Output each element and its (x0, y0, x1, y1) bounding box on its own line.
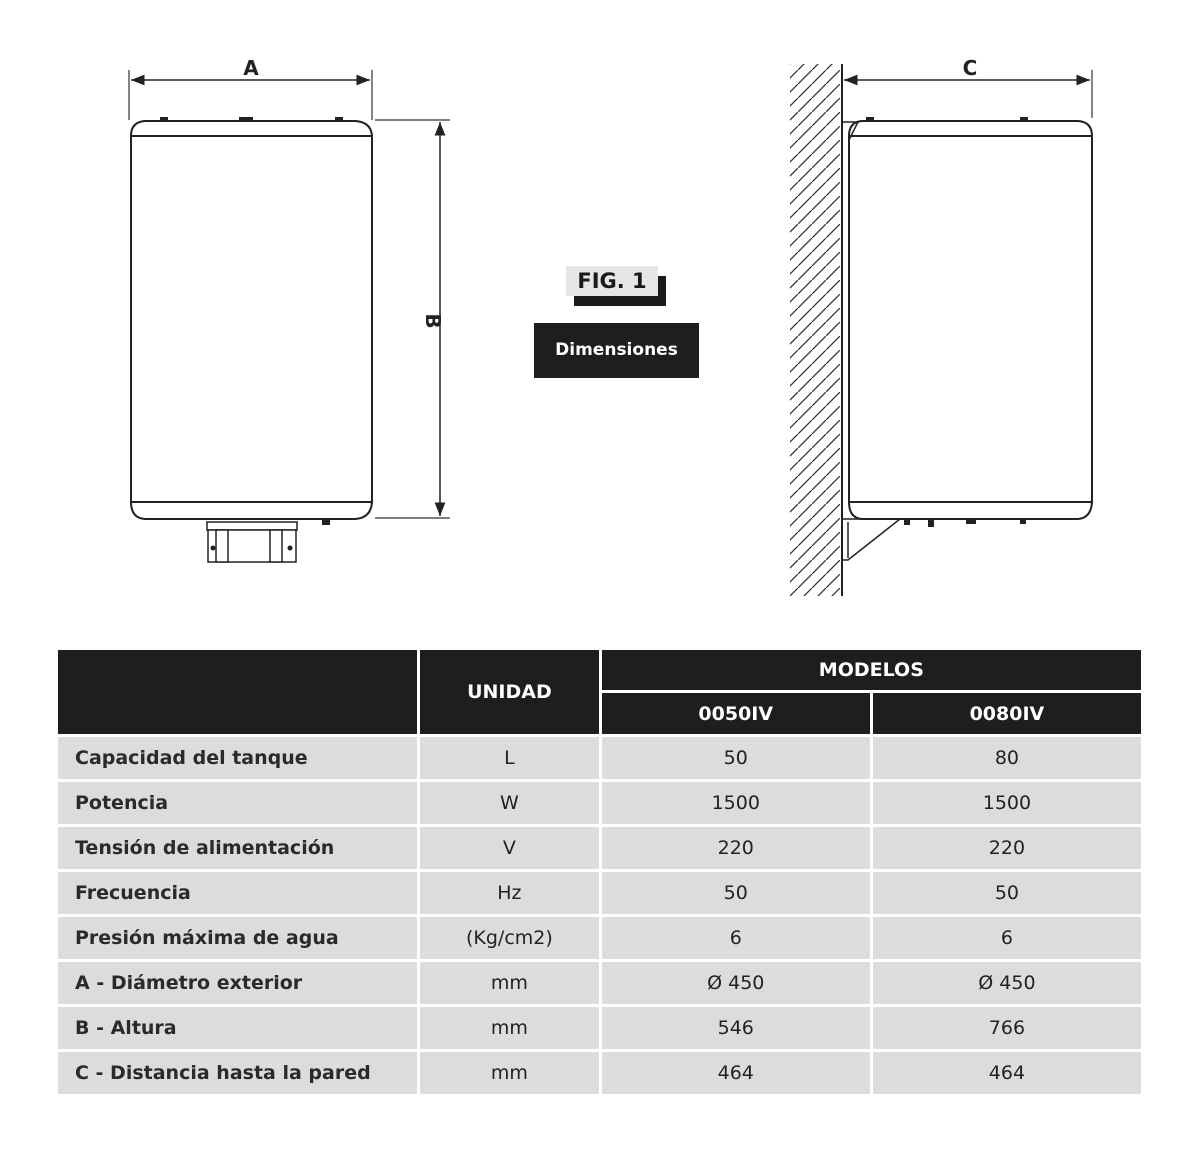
figure-label (566, 266, 666, 306)
header-unit: UNIDAD (420, 650, 599, 734)
row-value-model-1: 220 (602, 827, 870, 869)
table-row (58, 1052, 1141, 1094)
row-name: Capacidad del tanque (58, 737, 417, 779)
header-blank (58, 650, 417, 734)
row-unit: V (420, 827, 599, 869)
row-unit: mm (420, 1007, 599, 1049)
row-value-model-2: Ø 450 (873, 962, 1141, 1004)
row-name: Presión máxima de agua (58, 917, 417, 959)
row-unit: mm (420, 1052, 599, 1094)
header-model-2: 0080IV (873, 693, 1141, 734)
table-row (58, 782, 1141, 824)
row-name: Frecuencia (58, 872, 417, 914)
row-value-model-2: 6 (873, 917, 1141, 959)
row-value-model-1: 1500 (602, 782, 870, 824)
row-value-model-1: 546 (602, 1007, 870, 1049)
front-view-drawing (0, 0, 600, 600)
row-value-model-2: 50 (873, 872, 1141, 914)
figure-number: FIG. 1 (566, 266, 658, 296)
row-name: C - Distancia hasta la pared (58, 1052, 417, 1094)
table-row (58, 917, 1141, 959)
row-value-model-1: 50 (602, 872, 870, 914)
row-value-model-1: Ø 450 (602, 962, 870, 1004)
row-name: Potencia (58, 782, 417, 824)
table-row (58, 872, 1141, 914)
row-value-model-1: 6 (602, 917, 870, 959)
figure-caption: Dimensiones (534, 323, 699, 378)
row-value-model-2: 766 (873, 1007, 1141, 1049)
row-unit: (Kg/cm2) (420, 917, 599, 959)
row-name: B - Altura (58, 1007, 417, 1049)
table-row (58, 737, 1141, 779)
row-value-model-2: 220 (873, 827, 1141, 869)
side-view-drawing (780, 0, 1200, 610)
row-unit: L (420, 737, 599, 779)
specifications-table (55, 647, 1144, 1097)
table-row (58, 962, 1141, 1004)
table-row (58, 827, 1141, 869)
row-value-model-1: 50 (602, 737, 870, 779)
header-models: MODELOS (602, 650, 1141, 690)
row-unit: mm (420, 962, 599, 1004)
row-value-model-2: 464 (873, 1052, 1141, 1094)
header-model-1: 0050IV (602, 693, 870, 734)
row-unit: Hz (420, 872, 599, 914)
label-b: B (421, 313, 445, 329)
label-c: C (962, 56, 978, 80)
label-a: A (243, 56, 259, 80)
row-value-model-1: 464 (602, 1052, 870, 1094)
row-value-model-2: 80 (873, 737, 1141, 779)
table-row (58, 1007, 1141, 1049)
row-name: Tensión de alimentación (58, 827, 417, 869)
row-value-model-2: 1500 (873, 782, 1141, 824)
row-unit: W (420, 782, 599, 824)
row-name: A - Diámetro exterior (58, 962, 417, 1004)
